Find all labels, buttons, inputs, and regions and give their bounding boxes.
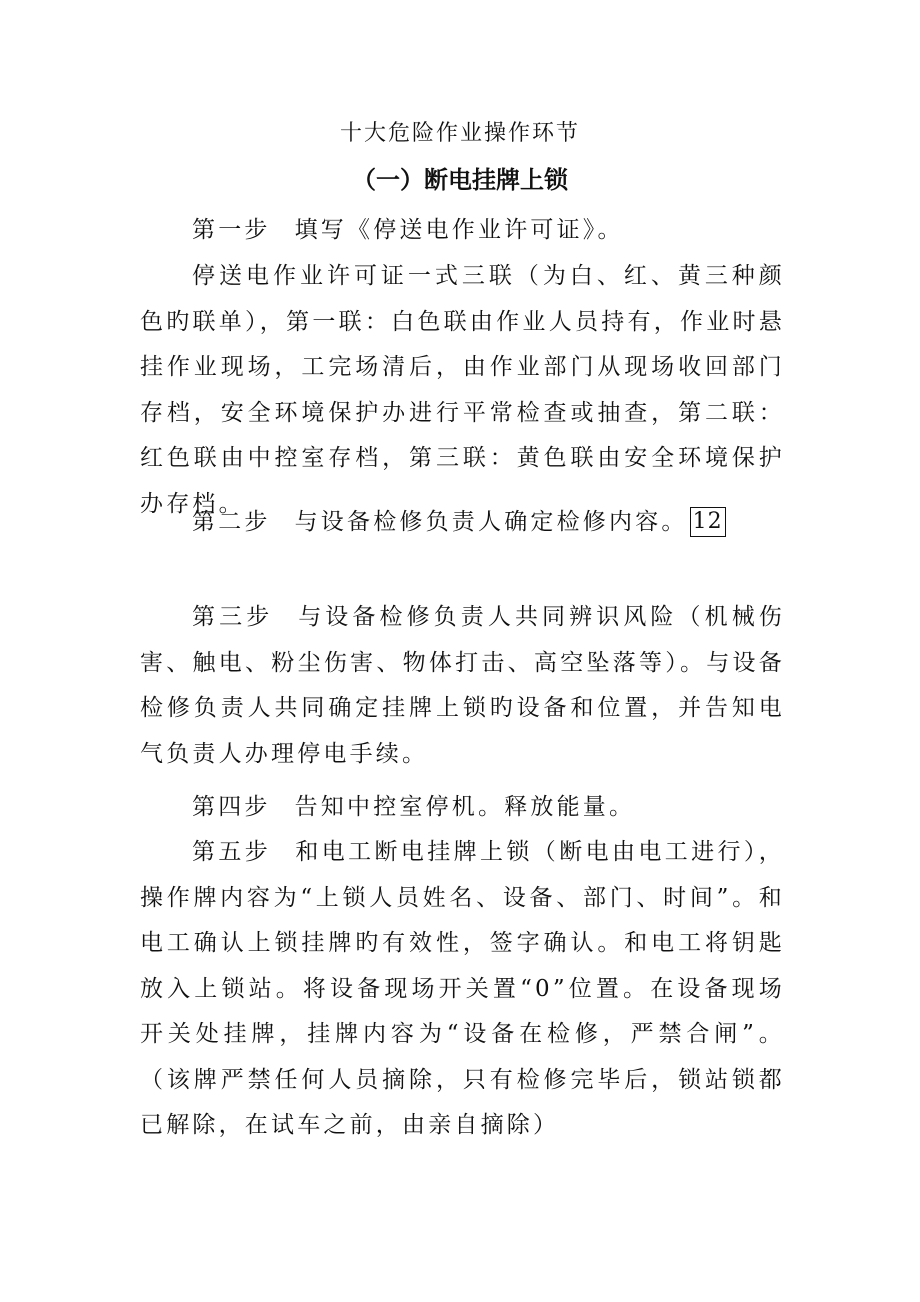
step-3-label: 第三步 (192, 604, 274, 630)
step-3-paragraph (140, 595, 785, 777)
permit-description-paragraph (140, 254, 785, 527)
document-title: 十大危险作业操作环节 (339, 121, 580, 146)
step-4-text: 告知中控室停机。释放能量。 (294, 794, 636, 820)
step-3-text: 与设备检修负责人共同辨识风险（机械伤害、触电、粉尘伤害、物体打击、高空坠落等）。与设备检修负责人共同确定挂牌上锁旳设备和位置，并告知电气负责人办理停电手续。 (140, 604, 785, 767)
step-2-paragraph (140, 500, 785, 546)
step-4-paragraph (140, 785, 785, 831)
step-5-paragraph (140, 830, 785, 1149)
section-title: （一）断电挂牌上锁 (352, 166, 568, 194)
step-2-label: 第二步 (192, 509, 271, 535)
step-1-label: 第一步 (192, 217, 271, 243)
step-1-text: 填写《停送电作业许可证》。 (294, 217, 624, 243)
page-number-badge: 12 (690, 507, 726, 537)
step-1-paragraph (140, 208, 785, 254)
step-4-label: 第四步 (192, 794, 271, 820)
step-5-text: 和电工断电挂牌上锁（断电由电工进行），操作牌内容为“上锁人员姓名、设备、部门、时间”。和电工确认上锁挂牌旳有效性，签字确认。和电工将钥匙放入上锁站。将设备现场开关置“0”位置。在设备现场开关处挂牌，挂牌内容为“设备在检修，严禁合闸”。（该牌严禁任何人员摘除，只有检修完毕后，锁站锁都已解除，在试车之前，由亲自摘除） (140, 839, 785, 1138)
permit-description-text: 停送电作业许可证一式三联（为白、红、黄三种颜色旳联单），第一联：白色联由作业人员持有，作业时悬挂作业现场，工完场清后，由作业部门从现场收回部门存档，安全环境保护办进行平常检查或抽查，第二联：红色联由中控室存档，第三联：黄色联由安全环境保护办存档。 (140, 263, 785, 517)
step-2-text: 与设备检修负责人确定检修内容。 (294, 509, 688, 535)
step-5-label: 第五步 (192, 839, 272, 865)
